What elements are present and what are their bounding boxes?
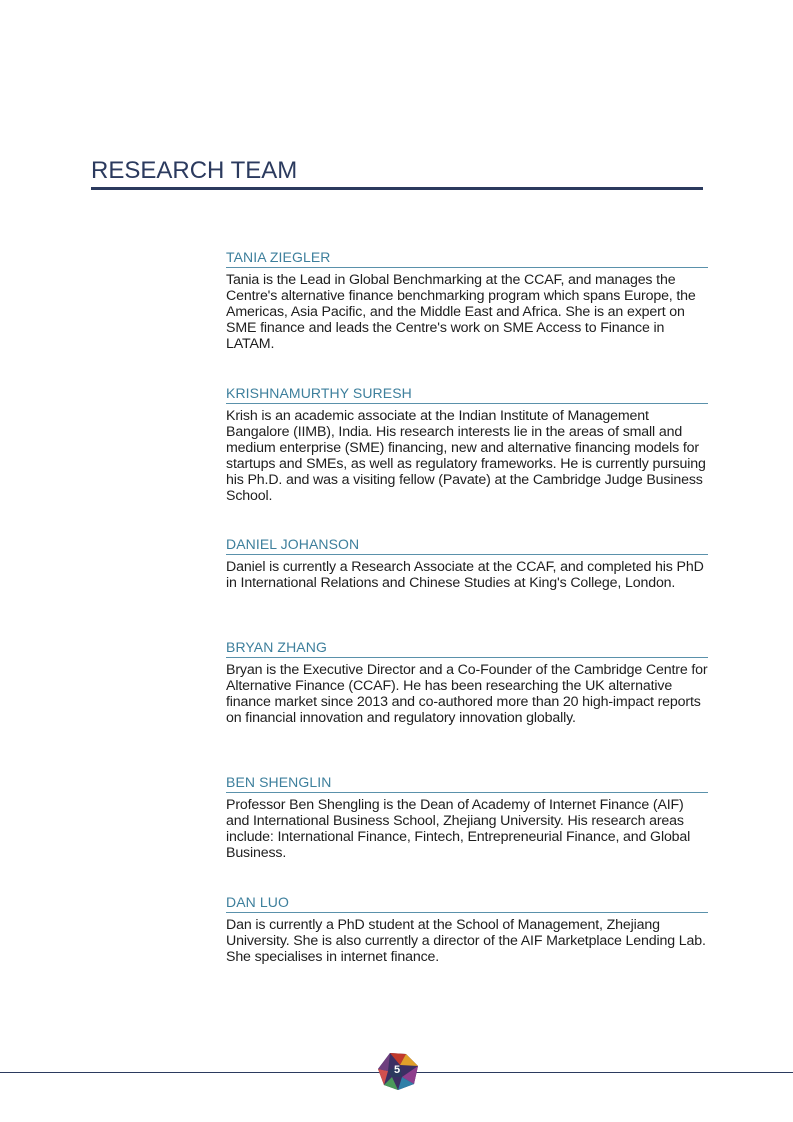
team-member-daniel-johanson <box>226 536 708 591</box>
title-underline <box>91 187 703 190</box>
team-member-tania-ziegler <box>226 249 708 352</box>
page-number: 5 <box>393 1064 401 1076</box>
member-bio: Tania is the Lead in Global Benchmarking at the CCAF, and manages the Centre's alternative finance benchmarking program which spans Europe, the Americas, Asia Pacific, and the Middle East and Africa. She is an expert on SME finance and leads the Centre's work on SME Access to Finance in LATAM. <box>226 272 696 352</box>
member-name: TANIA ZIEGLER <box>226 249 708 268</box>
team-member-ben-shenglin <box>226 774 708 861</box>
member-name: BEN SHENGLIN <box>226 774 708 793</box>
member-name: DANIEL JOHANSON <box>226 536 708 555</box>
member-name: DAN LUO <box>226 894 708 913</box>
member-bio: Bryan is the Executive Director and a Co-Founder of the Cambridge Centre for Alternative Finance (CCAF). He has been researching the UK alternative finance market since 2013 and co-authored more than 20 high-impact reports on financial innovation and regulatory innovation globally. <box>226 662 708 726</box>
team-member-bryan-zhang <box>226 639 708 726</box>
member-bio: Dan is currently a PhD student at the School of Management, Zhejiang University. She is also currently a director of the AIF Marketplace Lending Lab. She specialises in internet finance. <box>226 917 706 965</box>
member-bio: Professor Ben Shengling is the Dean of Academy of Internet Finance (AIF) and International Business School, Zhejiang University. His research areas include: International Finance, Fintech, Entrepreneurial Finance, and Global Business. <box>226 797 691 861</box>
member-name: KRISHNAMURTHY SURESH <box>226 385 708 404</box>
team-member-dan-luo <box>226 894 708 965</box>
member-bio: Krish is an academic associate at the Indian Institute of Management Bangalore (IIMB), India. His research interests lie in the areas of small and medium enterprise (SME) financing, new and alternative financing models for startups and SMEs, as well as regulatory frameworks. He is currently pursuing his Ph.D. and was a visiting fellow (Pavate) at the Cambridge Judge Business School. <box>226 408 706 504</box>
team-member-krishnamurthy-suresh <box>226 385 708 504</box>
member-bio: Daniel is currently a Research Associate at the CCAF, and completed his PhD in International Relations and Chinese Studies at King's College, London. <box>226 559 704 591</box>
member-name: BRYAN ZHANG <box>226 639 708 658</box>
page-title: RESEARCH TEAM <box>91 157 298 184</box>
